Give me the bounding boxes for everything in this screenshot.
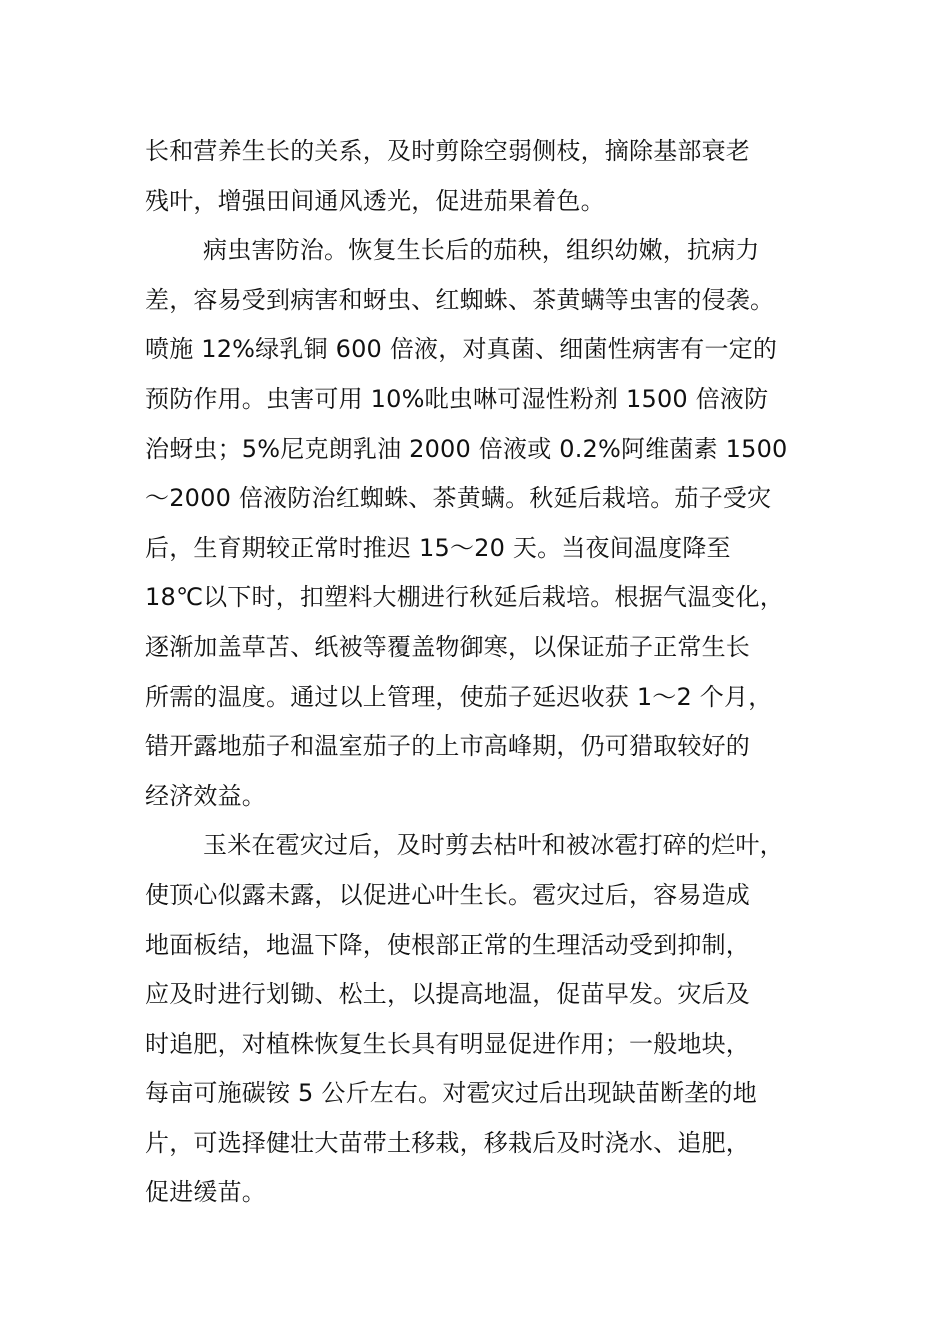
paragraph-2-line-10: 所需的温度。通过以上管理，使茄子延迟收获 1～2 个月， <box>145 682 773 711</box>
paragraph-2-line-2: 差，容易受到病害和蚜虫、红蜘蛛、茶黄螨等虫害的侵袭。 <box>145 285 775 314</box>
paragraph-3-line-1: 玉米在雹灾过后，及时剪去枯叶和被冰雹打碎的烂叶， <box>203 831 784 860</box>
paragraph-3-line-4: 应及时进行划锄、松土，以提高地温，促苗早发。灾后及 <box>145 980 750 1009</box>
paragraph-2-line-6: ～2000 倍液防治红蜘蛛、茶黄螨。秋延后栽培。茄子受灾 <box>145 484 772 513</box>
paragraph-2-line-9: 逐渐加盖草苫、纸被等覆盖物御寒，以保证茄子正常生长 <box>145 632 750 661</box>
paragraph-2-line-8: 18℃以下时，扣塑料大棚进行秋延后栽培。根据气温变化， <box>145 583 784 612</box>
paragraph-2-line-11: 错开露地茄子和温室茄子的上市高峰期，仍可猎取较好的 <box>145 732 750 761</box>
paragraph-2-line-5: 治蚜虫；5%尼克朗乳油 2000 倍液或 0.2%阿维菌素 1500 <box>145 434 788 463</box>
paragraph-2-line-1: 病虫害防治。恢复生长后的茄秧，组织幼嫩，抗病力 <box>203 236 760 265</box>
paragraph-3-line-6: 每亩可施碳铵 5 公斤左右。对雹灾过后出现缺苗断垄的地 <box>145 1079 757 1108</box>
paragraph-1-line-2: 残叶，增强田间通风透光，促进茄果着色。 <box>145 186 605 215</box>
paragraph-3-line-7: 片，可选择健壮大苗带土移栽，移栽后及时浇水、追肥， <box>145 1128 750 1157</box>
paragraph-1-line-1: 长和营养生长的关系，及时剪除空弱侧枝，摘除基部衰老 <box>145 137 750 165</box>
paragraph-2-line-4: 预防作用。虫害可用 10%吡虫啉可湿性粉剂 1500 倍液防 <box>145 384 769 413</box>
paragraph-2-line-12: 经济效益。 <box>145 781 266 810</box>
paragraph-3-line-5: 时追肥，对植株恢复生长具有明显促进作用；一般地块， <box>145 1029 750 1058</box>
paragraph-3-line-3: 地面板结，地温下降，使根部正常的生理活动受到抑制， <box>145 930 750 959</box>
paragraph-2-line-3: 喷施 12%绿乳铜 600 倍液，对真菌、细菌性病害有一定的 <box>145 335 778 364</box>
document-body <box>145 127 815 1218</box>
paragraph-2-line-7: 后，生育期较正常时推迟 15～20 天。当夜间温度降至 <box>145 533 731 562</box>
paragraph-3-line-8: 促进缓苗。 <box>145 1178 266 1207</box>
paragraph-3-line-2: 使顶心似露未露，以促进心叶生长。雹灾过后，容易造成 <box>145 880 750 909</box>
